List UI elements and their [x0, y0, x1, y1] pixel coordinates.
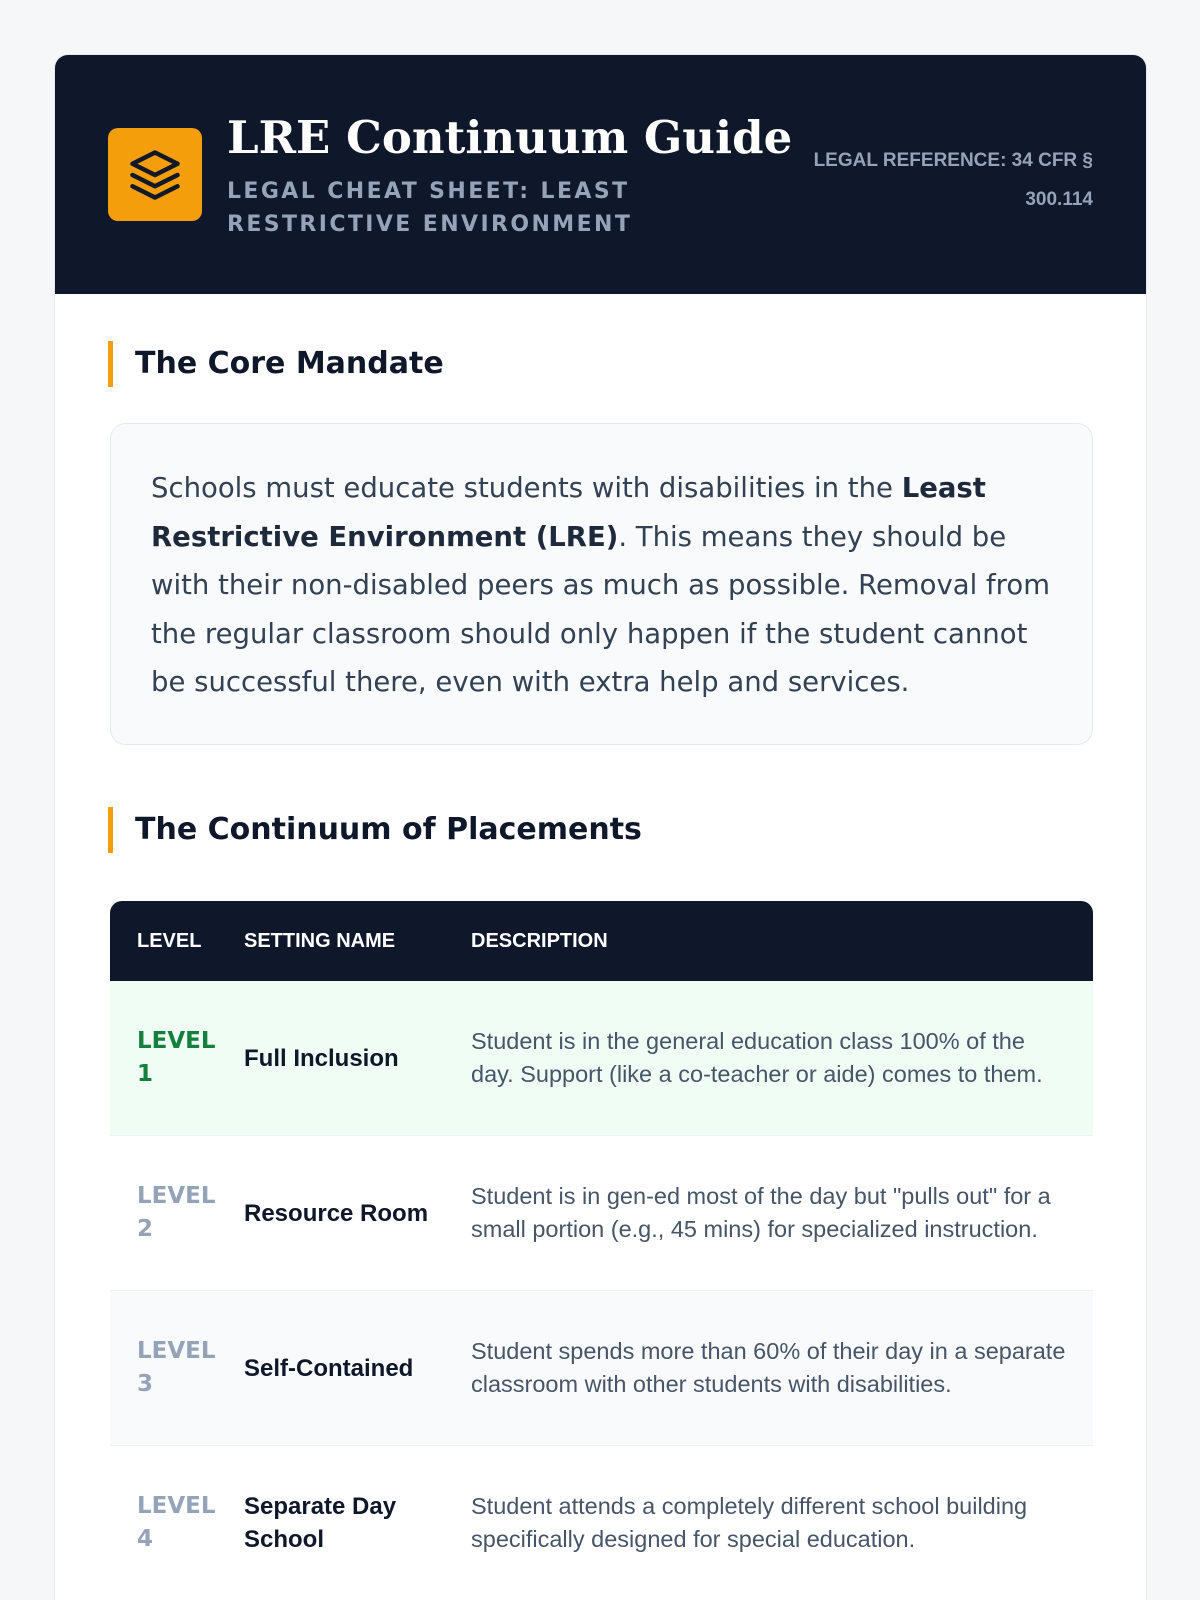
core-mandate-heading: The Core Mandate	[108, 341, 444, 387]
mandate-text-bold: Least Restrictive Environment (LRE)	[151, 472, 986, 553]
page-header	[55, 55, 1146, 294]
setting-description: Student spends more than 60% of their day in a separate classroom with other students with disabilities.	[471, 1338, 1066, 1397]
level-label: LEVEL	[137, 1183, 216, 1209]
placements-table	[110, 901, 1093, 1600]
level-number: 1	[137, 1061, 154, 1087]
continuum-heading: The Continuum of Placements	[108, 807, 642, 853]
level-number: 3	[137, 1371, 154, 1397]
legal-reference: LEGAL REFERENCE: 34 CFR § 300.114	[813, 150, 1093, 210]
level-number: 4	[137, 1526, 154, 1552]
level-label: LEVEL	[137, 1493, 216, 1519]
level-label: LEVEL	[137, 1338, 216, 1364]
layers-icon	[128, 148, 182, 202]
level-cell	[110, 1490, 244, 1556]
column-header-description: DESCRIPTION	[471, 929, 608, 952]
setting-name: Self-Contained	[244, 1354, 414, 1382]
page-title: LRE Continuum Guide	[227, 111, 793, 164]
cheat-sheet-card	[54, 54, 1147, 1600]
mandate-text-end: . This means they should be with their non-disabled peers as much as possible. Removal from the regular classroom should only happen if the student cannot be successful there, even with extra help and services.	[151, 520, 1051, 698]
mandate-text-start: Schools must educate students with disabilities in the	[151, 472, 902, 504]
table-row	[110, 1136, 1093, 1291]
logo-badge	[108, 128, 202, 221]
table-row	[110, 1446, 1093, 1600]
table-row	[110, 1291, 1093, 1446]
page-subtitle: LEGAL CHEAT SHEET: LEAST RESTRICTIVE ENVIRONMENT	[227, 179, 633, 237]
level-cell	[110, 1335, 244, 1401]
setting-description: Student is in gen-ed most of the day but "pulls out" for a small portion (e.g., 45 mins) for specialized instruction.	[471, 1183, 1051, 1242]
setting-description: Student attends a completely different school building specifically designed for special education.	[471, 1493, 1028, 1552]
table-header	[110, 901, 1093, 981]
core-mandate-text	[151, 464, 1052, 707]
setting-description: Student is in the general education class 100% of the day. Support (like a co-teacher or aide) comes to them.	[471, 1028, 1043, 1087]
column-header-setting: SETTING NAME	[244, 929, 396, 952]
level-label: LEVEL	[137, 1028, 216, 1054]
setting-name: Full Inclusion	[244, 1044, 399, 1072]
core-mandate-box	[110, 423, 1093, 745]
setting-name: Resource Room	[244, 1199, 429, 1227]
level-cell	[110, 1180, 244, 1246]
table-row	[110, 981, 1093, 1136]
level-cell	[110, 1025, 244, 1091]
level-number: 2	[137, 1216, 154, 1242]
setting-name: Separate Day School	[244, 1493, 397, 1553]
column-header-level: LEVEL	[137, 929, 202, 952]
